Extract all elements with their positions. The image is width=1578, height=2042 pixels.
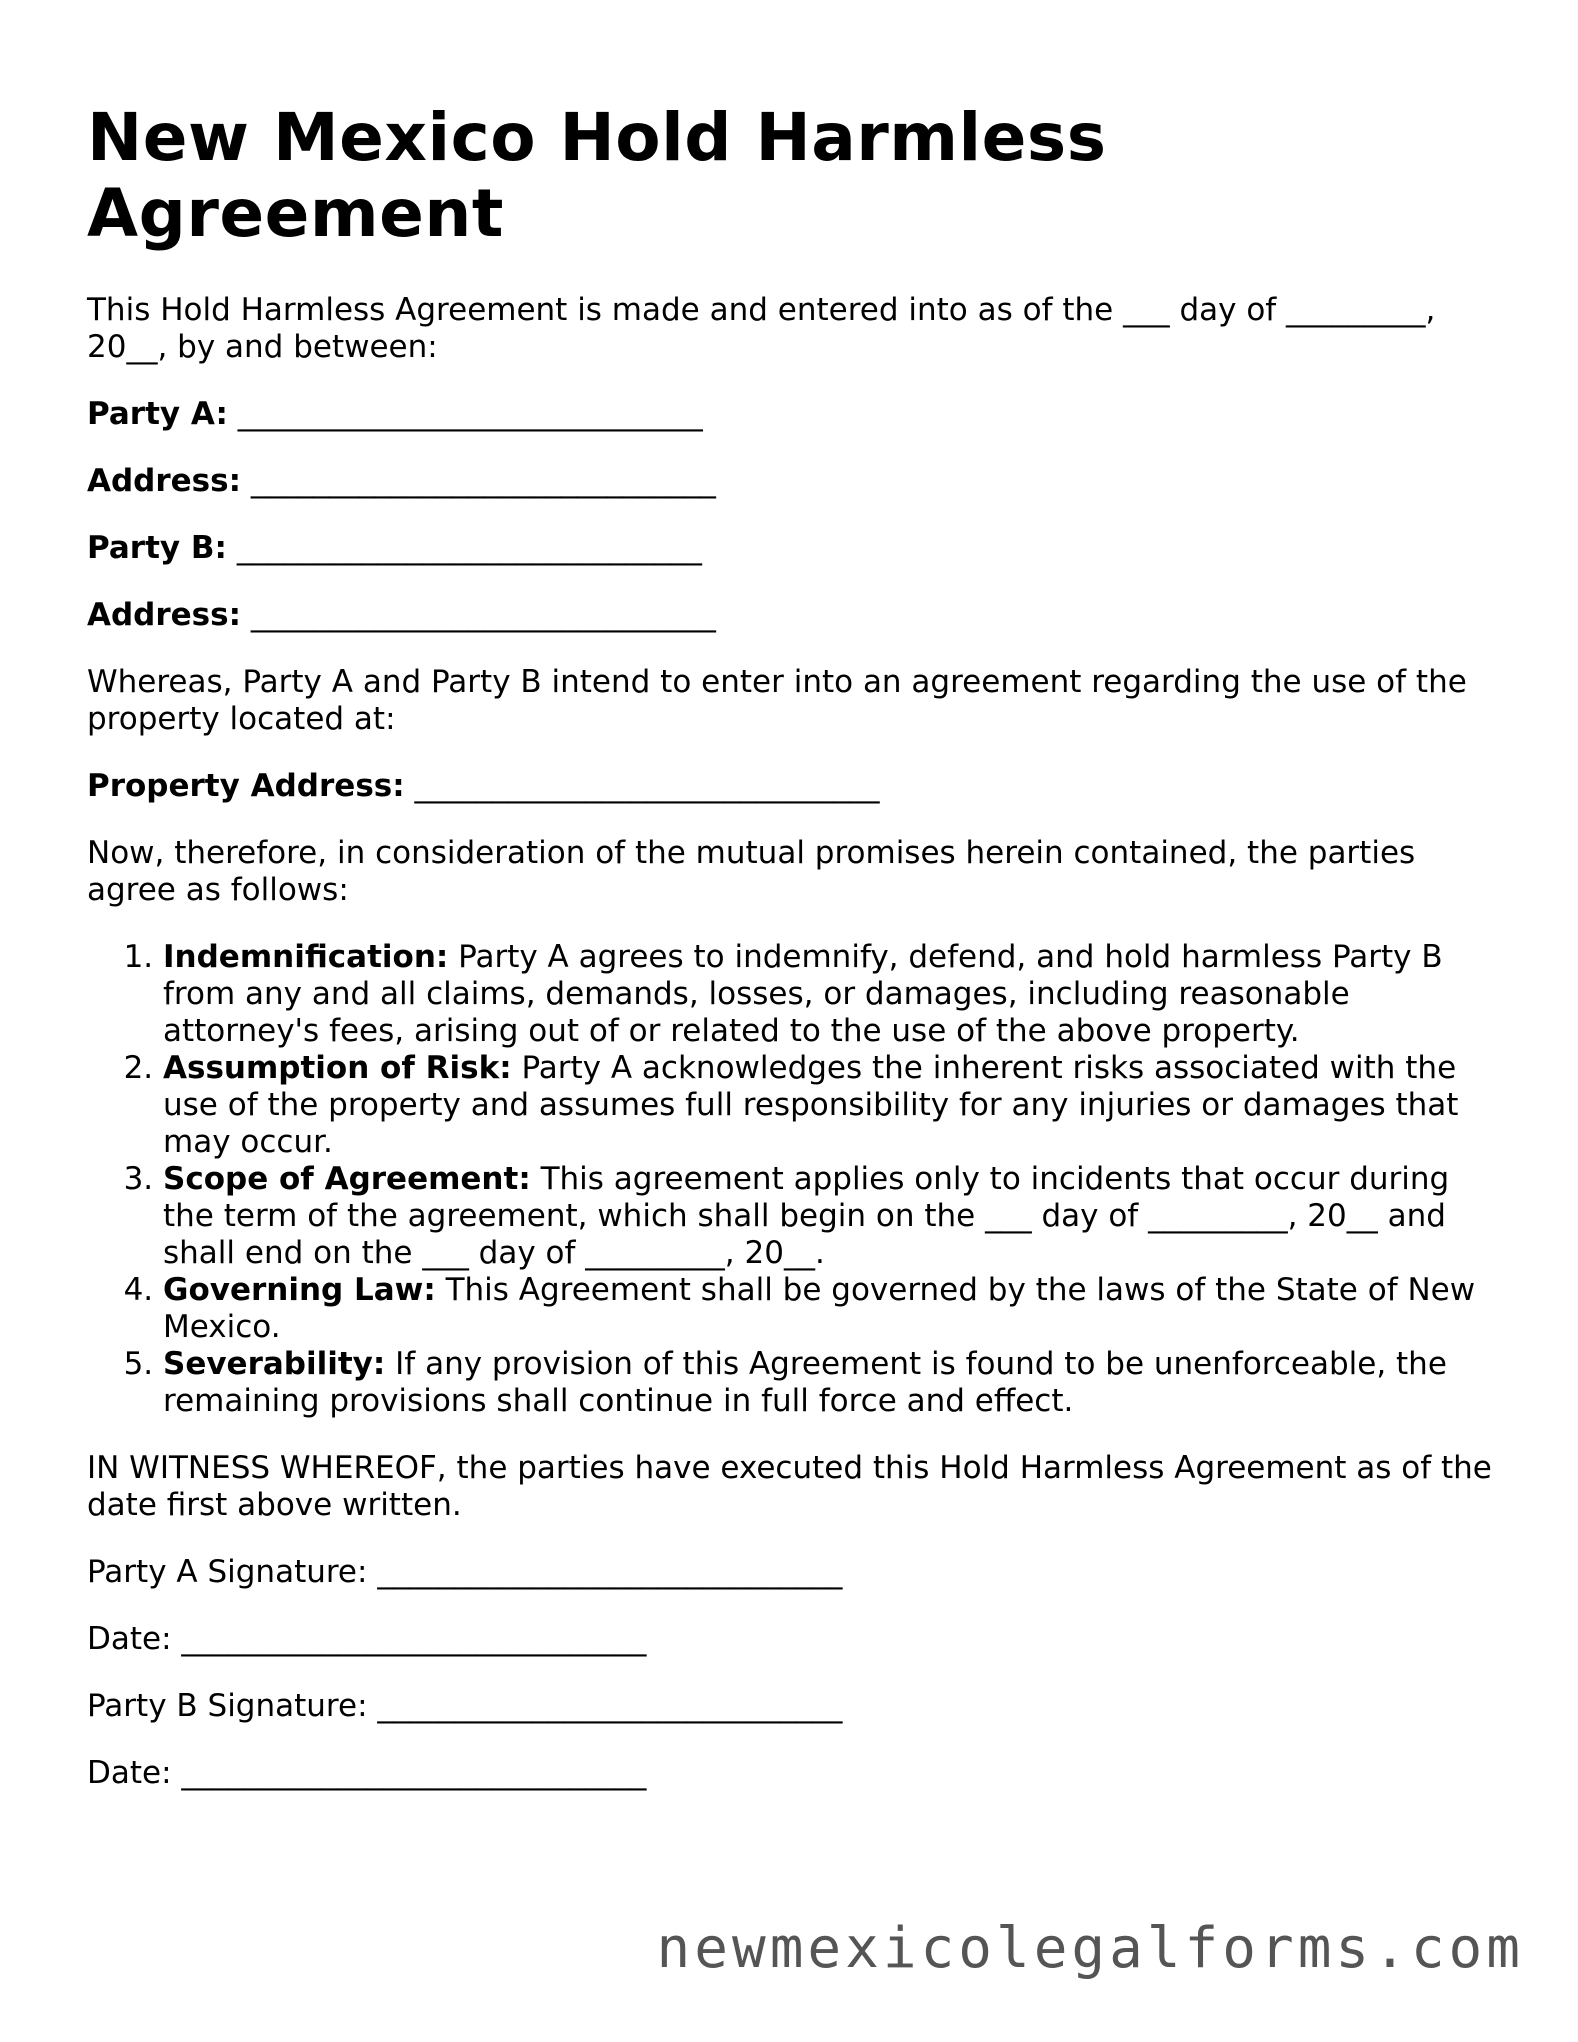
clause-item <box>163 1050 1507 1161</box>
clause-text: Party A agrees to indemnify, defend, and hold harmless Party B from any and all claims, demands, losses, or damages, including reasonable attorney's fees, arising out of or related to the use of the above property. <box>163 938 1443 1049</box>
property-address-blank: ______________________________ <box>414 767 880 804</box>
clause-item <box>163 939 1507 1050</box>
clause-text: This Agreement shall be governed by the laws of the State of New Mexico. <box>163 1271 1476 1345</box>
party-b-address-label: Address: <box>87 596 241 633</box>
clause-title: Assumption of Risk: <box>163 1049 512 1086</box>
party-a-signature-blank: ______________________________ <box>377 1553 843 1590</box>
party-b-signature-blank: ______________________________ <box>377 1687 843 1724</box>
whereas-paragraph: Whereas, Party A and Party B intend to enter into an agreement regarding the use of the property located at: <box>87 663 1467 737</box>
witness-paragraph: IN WITNESS WHEREOF, the parties have executed this Hold Harmless Agreement as of the date first above written. <box>87 1449 1492 1523</box>
party-b-date-blank: ______________________________ <box>181 1754 647 1791</box>
party-a-date-blank: ______________________________ <box>181 1620 647 1657</box>
clause-text: This agreement applies only to incidents that occur during the term of the agreement, which shall begin on the ___ day of _________, 20__ and shall end on the ___ day of _________, 20__. <box>163 1160 1450 1271</box>
clause-title: Indemnification: <box>163 938 449 975</box>
party-b-field <box>87 530 1507 567</box>
party-a-date-label: Date: <box>87 1620 172 1657</box>
clause-item <box>163 1272 1507 1346</box>
party-b-address-field <box>87 597 1507 634</box>
signature-block <box>87 1554 1507 1792</box>
party-a-address-blank: ______________________________ <box>250 462 716 499</box>
party-a-date-line <box>87 1621 1507 1658</box>
party-b-signature-line <box>87 1688 1507 1725</box>
watermark: newmexicolegalforms.com <box>656 1916 1524 1981</box>
clause-list <box>87 939 1507 1420</box>
clause-title: Severability: <box>163 1345 386 1382</box>
party-b-date-line <box>87 1755 1507 1792</box>
clause-item <box>163 1161 1507 1272</box>
clause-title: Scope of Agreement: <box>163 1160 531 1197</box>
document-page <box>87 100 1507 1822</box>
party-a-address-field <box>87 463 1507 500</box>
party-a-label: Party A: <box>87 395 228 432</box>
page-title: New Mexico Hold Harmless Agreement <box>87 99 1107 252</box>
party-b-date-label: Date: <box>87 1754 172 1791</box>
party-a-blank: ______________________________ <box>237 395 703 432</box>
party-a-signature-label: Party A Signature: <box>87 1553 368 1590</box>
party-b-signature-label: Party B Signature: <box>87 1687 368 1724</box>
now-therefore-paragraph: Now, therefore, in consideration of the mutual promises herein contained, the parties agree as follows: <box>87 834 1416 908</box>
party-a-address-label: Address: <box>87 462 241 499</box>
party-b-blank: ______________________________ <box>236 529 702 566</box>
party-b-address-blank: ______________________________ <box>250 596 716 633</box>
party-a-field <box>87 396 1507 433</box>
clause-item <box>163 1346 1507 1420</box>
party-a-signature-line <box>87 1554 1507 1591</box>
intro-paragraph: This Hold Harmless Agreement is made and entered into as of the ___ day of _________, 20__, by and between: <box>87 291 1436 365</box>
clause-text: If any provision of this Agreement is found to be unenforceable, the remaining provisions shall continue in full force and effect. <box>163 1345 1447 1419</box>
property-address-label: Property Address: <box>87 767 405 804</box>
party-b-label: Party B: <box>87 529 227 566</box>
property-address-field <box>87 768 1507 805</box>
clause-text: Party A acknowledges the inherent risks associated with the use of the property and assumes full responsibility for any injuries or damages that may occur. <box>163 1049 1459 1160</box>
clause-title: Governing Law: <box>163 1271 436 1308</box>
